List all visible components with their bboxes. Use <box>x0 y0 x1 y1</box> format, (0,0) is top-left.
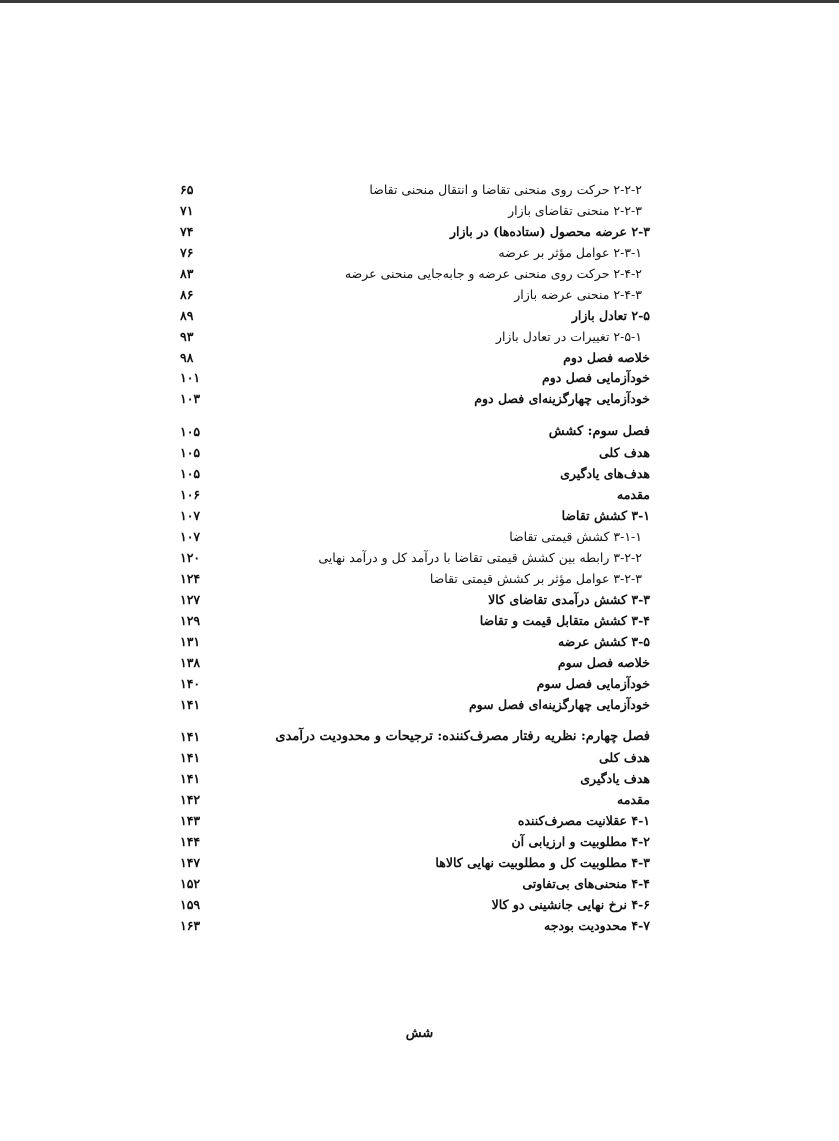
toc-entry-title: ۳-۲-۳ عوامل مؤثر بر کشش قیمتی تقاضا <box>429 570 642 586</box>
toc-entry-title: ۲-۲-۳ منحنی تقاضای بازار <box>508 202 642 218</box>
toc-page-number: ۱۰۷ <box>180 508 201 524</box>
toc-row[interactable] <box>180 832 650 853</box>
toc-row[interactable] <box>180 506 650 527</box>
toc-page-number: ۱۴۲ <box>180 792 201 808</box>
toc-page-number: ۱۵۹ <box>180 896 201 912</box>
toc-page-number: ۱۲۴ <box>180 570 201 586</box>
toc-page-number: ۱۰۱ <box>180 370 201 386</box>
toc-page-number: ۸۶ <box>180 286 194 302</box>
toc-entry-title: فصل چهارم: نظریه رفتار مصرف‌کننده: ترجیحات و محدودیت درآمدی <box>275 729 650 745</box>
toc-row[interactable] <box>180 632 650 653</box>
toc-row[interactable] <box>180 222 650 243</box>
toc-row[interactable] <box>180 611 650 632</box>
toc-row[interactable] <box>180 874 650 895</box>
toc-row[interactable] <box>180 443 650 464</box>
toc-entry-title: ۴-۶ نرخ نهایی جانشینی دو کالا <box>491 896 650 912</box>
toc-page-number: ۱۰۵ <box>180 424 201 440</box>
toc-row[interactable] <box>180 201 650 222</box>
toc-page-number: ۱۰۵ <box>180 466 201 482</box>
toc-row[interactable] <box>180 695 650 716</box>
toc-row[interactable] <box>180 811 650 832</box>
toc-entry-title: خلاصه فصل دوم <box>563 349 650 365</box>
toc-page-number: ۱۲۰ <box>180 549 201 565</box>
toc-row[interactable] <box>180 264 650 285</box>
toc-page-number: ۸۹ <box>180 307 194 323</box>
toc-page-number: ۱۰۷ <box>180 529 201 544</box>
toc-row[interactable] <box>180 674 650 695</box>
toc-row[interactable] <box>180 769 650 790</box>
toc-entry-title: ۳-۱-۱ کشش قیمتی تقاضا <box>509 529 642 544</box>
toc-entry-title: هدف یادگیری <box>580 771 650 787</box>
toc-entry-title: هدف کلی <box>599 445 650 461</box>
toc-entry-title: خودآزمایی چهارگزینه‌ای فصل سوم <box>468 696 650 712</box>
toc-entry-title: مقدمه <box>617 487 650 503</box>
toc-row[interactable] <box>180 895 650 916</box>
toc-row[interactable] <box>180 569 650 590</box>
toc-chapter-row[interactable] <box>180 422 650 443</box>
toc-entry-title: هدف کلی <box>599 750 650 766</box>
toc-page-number: ۹۳ <box>180 328 194 344</box>
toc-page-number: ۱۶۳ <box>180 917 201 933</box>
top-border-line <box>0 0 839 3</box>
toc-page-number: ۸۳ <box>180 265 194 281</box>
toc-entry-title: ۲-۴-۳ منحنی عرضه بازار <box>514 286 642 302</box>
toc-entry-title: ۴-۲ مطلوبیت و ارزیابی آن <box>511 834 650 850</box>
toc-entry-title: ۲-۳-۱ عوامل مؤثر بر عرضه <box>498 244 642 260</box>
toc-page-number: ۱۰۵ <box>180 445 201 461</box>
toc-row[interactable] <box>180 548 650 569</box>
toc-row[interactable] <box>180 916 650 937</box>
toc-entry-title: خودآزمایی فصل سوم <box>536 675 650 691</box>
toc-entry-title: خودآزمایی فصل دوم <box>542 370 650 386</box>
toc-page-number: ۱۴۱ <box>180 771 201 787</box>
toc-entry-title: ۳-۳ کشش درآمدی تقاضای کالا <box>488 591 650 607</box>
toc-entry-title: ۴-۴ منحنی‌های بی‌تفاوتی <box>522 876 650 891</box>
page-number-footer: شش <box>405 1026 434 1041</box>
toc-page-number: ۱۰۶ <box>180 487 201 503</box>
toc-page-number: ۱۲۹ <box>180 612 201 628</box>
toc-page-number: ۱۰۳ <box>180 391 201 407</box>
toc-row[interactable] <box>180 485 650 506</box>
toc-row[interactable] <box>180 853 650 874</box>
toc-row[interactable] <box>180 306 650 327</box>
toc-entry-title: ۳-۲-۲ رابطه بین کشش قیمتی تقاضا با درآمد کل و درآمد نهایی <box>318 549 642 565</box>
toc-page-number: ۱۴۱ <box>180 696 201 712</box>
toc-entry-title: فصل سوم: کشش <box>548 424 650 440</box>
toc-page-number: ۱۴۷ <box>180 855 201 871</box>
toc-row[interactable] <box>180 389 650 410</box>
toc-row[interactable] <box>180 790 650 811</box>
toc-page-number: ۱۴۰ <box>180 675 201 691</box>
toc-row[interactable] <box>180 590 650 611</box>
toc-page-number: ۱۲۷ <box>180 591 201 607</box>
toc-entry-title: ۳-۵ کشش عرضه <box>557 633 650 649</box>
toc-entry-title: ۴-۳ مطلوبیت کل و مطلوبیت نهایی کالاها <box>435 855 650 871</box>
toc-page-number: ۱۴۱ <box>180 729 201 745</box>
toc-entry-title: ۴-۷ محدودیت بودجه <box>544 917 650 933</box>
toc-entry-title: ۲-۵ تعادل بازار <box>571 307 650 323</box>
toc-row[interactable] <box>180 653 650 674</box>
toc-page-number: ۷۴ <box>180 223 194 239</box>
toc-row[interactable] <box>180 527 650 548</box>
toc-entry-title: خلاصه فصل سوم <box>557 654 650 670</box>
table-of-contents <box>180 180 650 937</box>
toc-page-number: ۶۵ <box>180 182 194 197</box>
toc-page-number: ۱۵۲ <box>180 876 201 891</box>
toc-row[interactable] <box>180 348 650 369</box>
toc-row[interactable] <box>180 464 650 485</box>
toc-page-number: ۱۴۳ <box>180 813 201 829</box>
toc-row[interactable] <box>180 243 650 264</box>
toc-row[interactable] <box>180 285 650 306</box>
toc-row[interactable] <box>180 180 650 201</box>
toc-chapter-row[interactable] <box>180 727 650 748</box>
toc-entry-title: مقدمه <box>617 792 650 808</box>
toc-row[interactable] <box>180 368 650 389</box>
toc-entry-title: ۳-۱ کشش تقاضا <box>561 508 650 524</box>
toc-page-number: ۹۸ <box>180 349 194 365</box>
toc-entry-title: ۲-۳ عرضه محصول (ستاده‌ها) در بازار <box>449 223 650 239</box>
toc-row[interactable] <box>180 748 650 769</box>
toc-entry-title: هدف‌های یادگیری <box>560 466 650 482</box>
toc-page-number: ۱۴۴ <box>180 834 201 850</box>
toc-page-number: ۱۴۱ <box>180 750 201 766</box>
toc-page-number: ۷۶ <box>180 244 194 260</box>
toc-page-number: ۱۳۱ <box>180 633 201 649</box>
toc-row[interactable] <box>180 327 650 348</box>
toc-entry-title: خودآزمایی چهارگزینه‌ای فصل دوم <box>474 391 650 407</box>
toc-entry-title: ۲-۵-۱ تغییرات در تعادل بازار <box>495 328 642 344</box>
toc-page-number: ۱۳۸ <box>180 654 201 670</box>
toc-page-number: ۷۱ <box>180 202 194 218</box>
toc-entry-title: ۲-۲-۲ حرکت روی منحنی تقاضا و انتقال منحنی تقاضا <box>369 182 642 197</box>
toc-entry-title: ۳-۴ کشش متقابل قیمت و تقاضا <box>479 612 650 628</box>
toc-entry-title: ۲-۴-۲ حرکت روی منحنی عرضه و جابه‌جایی منحنی عرضه <box>344 265 642 281</box>
toc-entry-title: ۴-۱ عقلانیت مصرف‌کننده <box>517 813 650 829</box>
